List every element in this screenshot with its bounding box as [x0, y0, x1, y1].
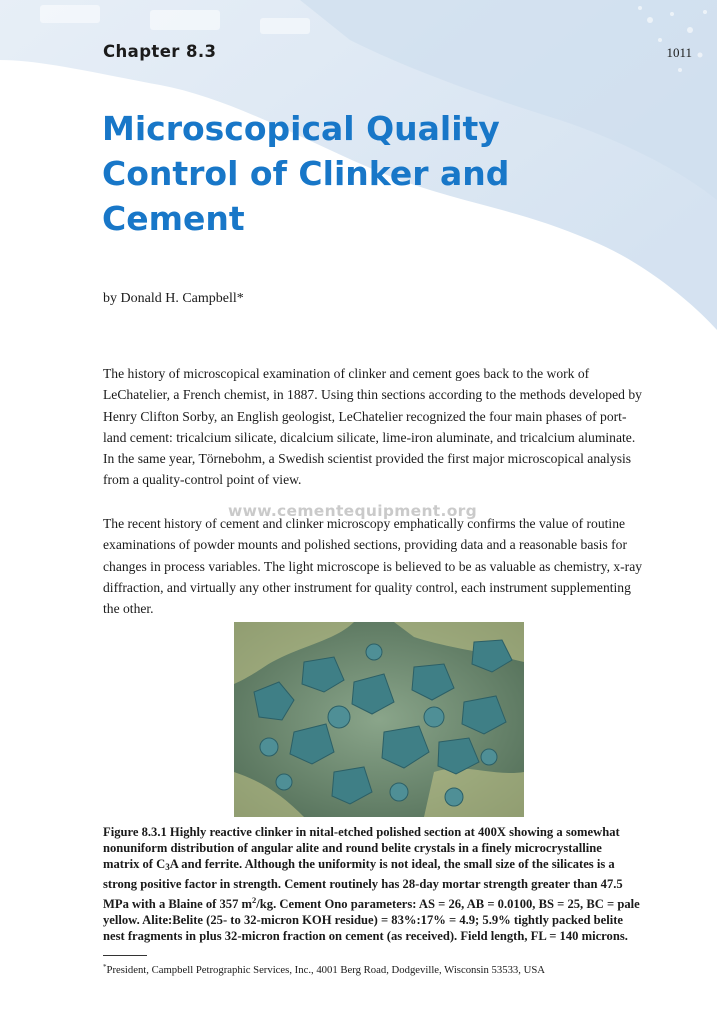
text-line: changes in process variables. The light microscope is believed to be as valuable as chemistry, x-ray	[103, 558, 643, 574]
body-paragraph-2	[103, 513, 663, 619]
caption-line	[103, 856, 663, 875]
text-line: diffraction, and virtually any other instrument for quality control, each instrument supplementing	[103, 579, 631, 595]
caption-superscript: 2	[252, 894, 257, 905]
author-byline: by Donald H. Campbell*	[103, 291, 244, 306]
page-number: 1011	[666, 45, 692, 60]
chapter-label: Chapter 8.3	[103, 42, 217, 61]
caption-fragment: matrix of C	[103, 857, 166, 872]
chapter-title	[102, 106, 572, 241]
caption-line: nest fragments in plus 32-micron fraction on cement (as received). Field length, FL = 140 microns.	[103, 929, 628, 944]
caption-line: yellow. Alite:Belite (25- to 32-micron KOH residue) = 83%:17% = 4.9; 5.9% tightly packed belite	[103, 913, 624, 928]
micrograph-art	[234, 622, 524, 817]
text-line: land cement: tricalcium silicate, dicalcium silicate, lime-iron aluminate, and tricalcium aluminate.	[103, 429, 636, 445]
text-line: LeChatelier, a French chemist, in 1887. Using thin sections according to the methods developed by	[103, 387, 642, 403]
footnote-text: President, Campbell Petrographic Services, Inc., 4001 Berg Road, Dodgeville, Wisconsin 53533, USA	[106, 964, 545, 976]
caption-line	[103, 892, 663, 912]
footnote-mark: *	[103, 963, 107, 971]
text-line: examinations of powder mounts and polished sections, providing data and a reasonable basis for	[103, 537, 627, 553]
caption-line: nonuniform distribution of angular alite and round belite crystals in a finely microcrystalline	[103, 841, 602, 856]
figure-caption	[103, 824, 663, 944]
caption-subscript: 3	[165, 862, 170, 873]
footnote-rule	[103, 955, 147, 956]
caption-fragment: A and ferrite. Although the uniformity is not ideal, the small size of the silicates is a	[169, 857, 615, 872]
text-line: The history of microscopical examination of clinker and cement goes back to the work of	[103, 366, 590, 381]
watermark: www.cementequipment.org	[228, 502, 477, 520]
caption-fragment: MPa with a Blaine of 357 m	[103, 896, 253, 911]
chapter-title-line: Control of Clinker and	[102, 154, 510, 193]
text-line: the other.	[103, 601, 154, 617]
text-line: from a quality-control point of view.	[103, 472, 302, 488]
caption-fragment: /kg. Cement Ono parameters: AS = 26, AB = 0.0100, BS = 25, BC = pale	[256, 896, 640, 911]
chapter-title-line: Microscopical Quality	[102, 109, 500, 148]
body-paragraph-1	[103, 363, 663, 491]
caption-line: strong positive factor in strength. Cement routinely has 28-day mortar strength greater than 47.5	[103, 876, 623, 891]
text-line: The recent history of cement and clinker microscopy emphatically confirms the value of routine	[103, 516, 626, 531]
caption-line: Figure 8.3.1 Highly reactive clinker in nital-etched polished section at 400X showing a somewhat	[103, 825, 620, 839]
text-line: In the same year, Törnebohm, a Swedish scientist provided the first major microscopical analysis	[103, 451, 632, 467]
micrograph-image	[234, 622, 524, 817]
chapter-title-line: Cement	[102, 199, 245, 238]
footnote	[103, 963, 545, 976]
text-line: Henry Clifton Sorby, an English geologist, LeChatelier recognized the four main phases of port-	[103, 408, 627, 424]
